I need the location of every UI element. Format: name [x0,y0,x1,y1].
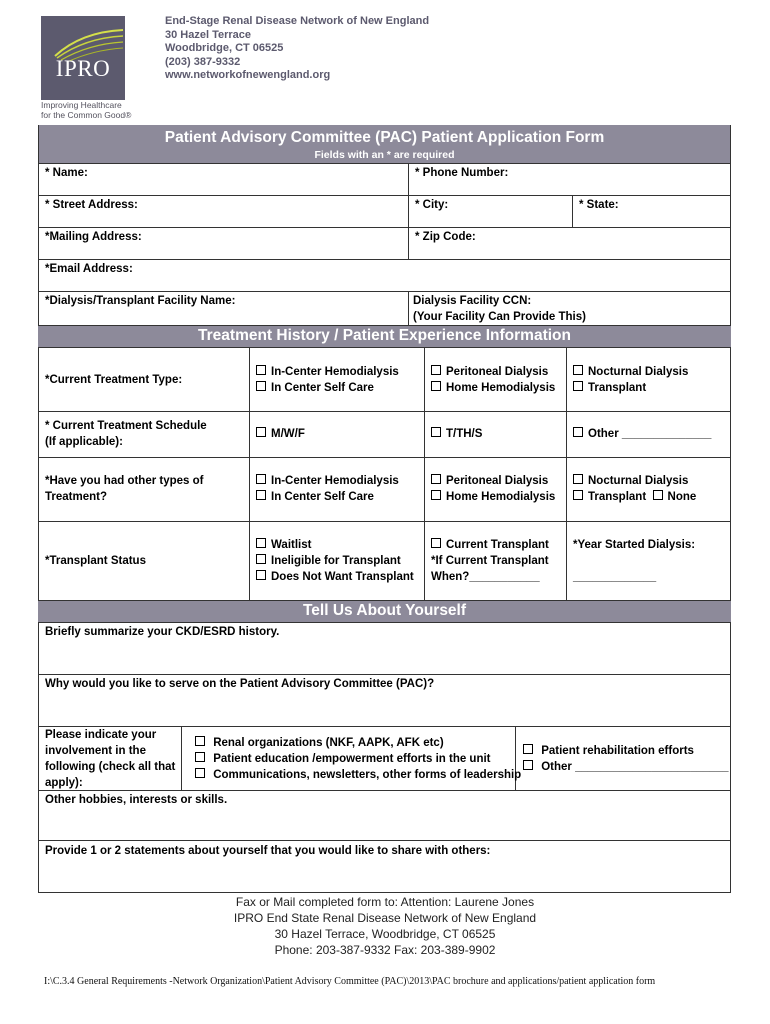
footer-line-2: IPRO End State Renal Disease Network of New England [233,911,537,925]
street-field[interactable]: * Street Address: [45,199,138,211]
other-types-col3 [573,473,696,505]
why-field[interactable]: Why would you like to serve on the Patient Advisory Committee (PAC)? [45,678,435,690]
checkbox-nocturnal[interactable]: Nocturnal Dialysis [573,364,688,380]
checkbox-rehabilitation[interactable]: Patient rehabilitation efforts [523,743,729,759]
org-city: Woodbridge, CT 06525 [165,42,284,54]
facility-field[interactable]: *Dialysis/Transplant Facility Name: [45,295,236,307]
current-type-col3 [573,364,688,396]
checkbox-peritoneal[interactable]: Peritoneal Dialysis [431,364,555,380]
form-title-banner [38,125,731,163]
schedule-label: * Current Treatment Schedule (If applicable): [45,420,207,448]
transplant-when-field[interactable]: When?___________ [431,571,540,583]
year-started-field[interactable]: *Year Started Dialysis: _____________ [573,539,696,583]
involvement-label: Please indicate your involvement in the following (check all that apply): [45,729,176,789]
transplant-status-label: *Transplant Status [45,555,146,567]
phone-field[interactable]: * Phone Number: [415,167,509,179]
checkbox-other-in-center-hemo[interactable]: In-Center Hemodialysis [256,473,399,489]
transplant-col1 [256,537,414,585]
checkbox-home-hemo[interactable]: Home Hemodialysis [431,380,555,396]
checkbox-other-home-hemo[interactable]: Home Hemodialysis [431,489,555,505]
org-street: 30 Hazel Terrace [165,28,252,41]
checkbox-none[interactable]: None [653,491,697,503]
transplant-col2: Current Transplant *If Current Transplant When?___________ [431,539,549,583]
checkbox-other-nocturnal[interactable]: Nocturnal Dialysis [573,473,696,489]
treatment-title: Treatment History / Patient Experience Information [198,327,571,344]
checkbox-in-center-hemo[interactable]: In-Center Hemodialysis [256,364,399,380]
logo-text: IPRO [55,56,111,81]
file-path: I:\C.3.4 General Requirements -Network Organization\Patient Advisory Committee (PAC)\2013\PAC brochure and applications/patient application form [44,976,656,987]
history-field[interactable]: Briefly summarize your CKD/ESRD history. [45,626,280,638]
checkbox-renal-orgs[interactable]: Renal organizations (NKF, AAPK, AFK etc) [195,735,521,751]
checkbox-current-transplant[interactable]: Current Transplant [431,537,549,553]
checkbox-ineligible[interactable]: Ineligible for Transplant [256,553,414,569]
other-types-label: *Have you had other types of Treatment? [45,475,204,503]
about-banner [38,601,731,622]
hobbies-field[interactable]: Other hobbies, interests or skills. [45,794,228,806]
checkbox-communications[interactable]: Communications, newsletters, other forms of leadership [195,767,521,783]
zip-field[interactable]: * Zip Code: [415,231,476,243]
checkbox-mwf[interactable]: M/W/F [256,426,305,442]
org-name: End-Stage Renal Disease Network of New England [165,15,430,27]
footer-line-4: Phone: 203-387-9332 Fax: 203-389-9902 [274,943,496,957]
current-type-label: *Current Treatment Type: [45,374,183,386]
involvement-col2 [523,743,729,775]
required-note: Fields with an * are required [314,149,455,161]
checkbox-patient-education[interactable]: Patient education /empowerment efforts in the unit [195,751,521,767]
checkbox-tths[interactable]: T/TH/S [431,426,482,442]
ccn-field[interactable]: Dialysis Facility CCN: (Your Facility Can Provide This) [413,295,586,323]
statements-field[interactable]: Provide 1 or 2 statements about yourself that you would like to share with others: [45,845,491,857]
email-field[interactable]: *Email Address: [45,263,133,275]
checkbox-other-involvement[interactable]: Other ________________________ [523,759,729,775]
treatment-banner [38,325,731,347]
involvement-col1 [195,735,521,783]
checkbox-no-transplant[interactable]: Does Not Want Transplant [256,569,414,585]
about-title: Tell Us About Yourself [302,602,467,619]
checkbox-transplant[interactable]: Transplant [573,380,688,396]
logo-tagline: Improving Healthcare for the Common Good® [41,100,132,120]
footer-line-3: 30 Hazel Terrace, Woodbridge, CT 06525 [274,927,496,941]
checkbox-in-center-self-care[interactable]: In Center Self Care [256,380,399,396]
checkbox-other-transplant[interactable]: Transplant [573,491,646,503]
form-title: Patient Advisory Committee (PAC) Patient Application Form [164,129,605,146]
checkbox-other-self-care[interactable]: In Center Self Care [256,489,399,505]
org-web[interactable]: www.networkofnewengland.org [165,69,331,81]
state-field[interactable]: * State: [579,199,619,211]
name-field[interactable]: * Name: [45,167,88,179]
org-address [165,15,429,83]
footer-line-1: Fax or Mail completed form to: Attention: Laurene Jones [235,895,535,909]
current-type-col1 [256,364,399,396]
mailing-field[interactable]: *Mailing Address: [45,231,142,243]
checkbox-other-schedule[interactable]: Other ______________ [573,426,711,442]
current-type-col2 [431,364,555,396]
other-types-col2 [431,473,555,505]
checkbox-other-peritoneal[interactable]: Peritoneal Dialysis [431,473,555,489]
city-field[interactable]: * City: [415,199,449,211]
other-types-col1 [256,473,399,505]
org-phone: (203) 387-9332 [165,55,241,68]
checkbox-waitlist[interactable]: Waitlist [256,537,414,553]
